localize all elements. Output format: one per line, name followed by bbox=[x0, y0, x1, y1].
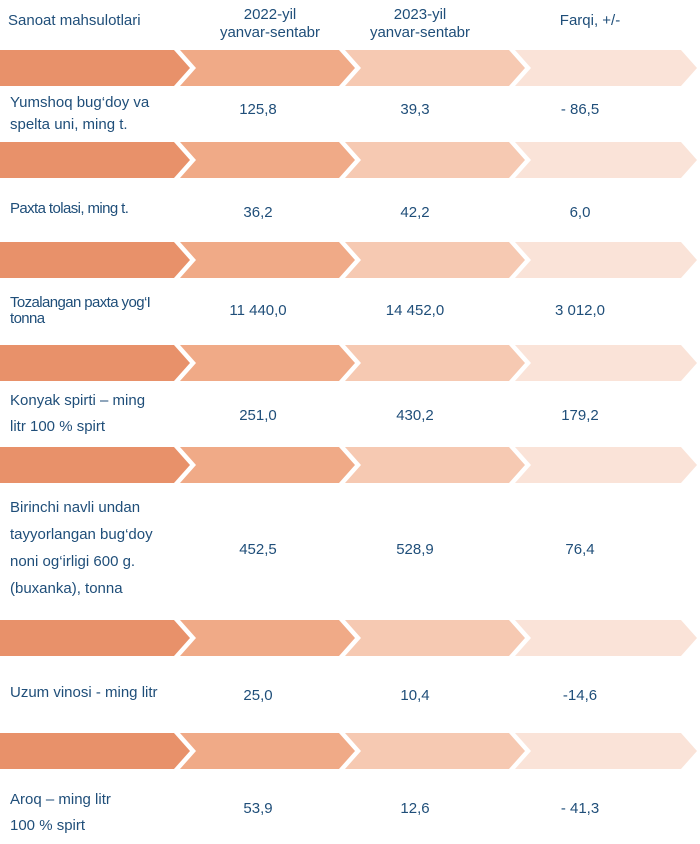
chevron-segment-1 bbox=[0, 447, 190, 483]
chevron-segment-2 bbox=[180, 242, 355, 278]
arrow-band-svg bbox=[0, 50, 700, 86]
chevron-segment-1 bbox=[0, 50, 190, 86]
arrow-band-svg bbox=[0, 620, 700, 656]
chevron-segment-2 bbox=[180, 50, 355, 86]
value-2023: 14 452,0 bbox=[385, 302, 445, 319]
row-label-line: Yumshoq bug‘doy va bbox=[10, 94, 150, 111]
row-label bbox=[10, 494, 153, 602]
value-2023: 10,4 bbox=[400, 687, 430, 704]
header-2022 bbox=[190, 6, 350, 42]
chevron-segment-4 bbox=[515, 345, 697, 381]
chevron-segment-4 bbox=[515, 733, 697, 769]
value-diff: - 86,5 bbox=[560, 101, 600, 118]
row-label-line: (buxanka), tonna bbox=[10, 580, 123, 597]
chevron-segment-2 bbox=[180, 142, 355, 178]
row-label-line: Birinchi navli undan bbox=[10, 499, 141, 516]
value-2023: 528,9 bbox=[396, 541, 434, 558]
arrow-band bbox=[0, 142, 700, 178]
row-label bbox=[10, 388, 145, 440]
chevron-segment-4 bbox=[515, 50, 697, 86]
row-label-line: tonna bbox=[10, 310, 45, 327]
chevron-segment-1 bbox=[0, 242, 190, 278]
chevron-segment-3 bbox=[345, 142, 525, 178]
value-2022: 25,0 bbox=[243, 687, 273, 704]
chevron-segment-4 bbox=[515, 447, 697, 483]
chevron-segment-3 bbox=[345, 733, 525, 769]
header-2022-line2: yanvar-sentabr bbox=[219, 24, 321, 41]
header-2022-line1: 2022-yil bbox=[243, 6, 297, 23]
chevron-segment-1 bbox=[0, 142, 190, 178]
value-diff: 76,4 bbox=[565, 541, 595, 558]
value-2023: 430,2 bbox=[396, 407, 434, 424]
value-2022: 125,8 bbox=[239, 101, 277, 118]
header-product: Sanoat mahsulotlari bbox=[8, 12, 141, 29]
chevron-segment-3 bbox=[345, 50, 525, 86]
chevron-segment-2 bbox=[180, 447, 355, 483]
chevron-segment-1 bbox=[0, 620, 190, 656]
arrow-band-svg bbox=[0, 242, 700, 278]
value-diff: - 41,3 bbox=[560, 800, 600, 817]
row-label bbox=[10, 92, 149, 136]
row-label-line: litr 100 % spirt bbox=[10, 418, 106, 435]
row-label-line: Uzum vinosi - ming litr bbox=[10, 684, 158, 701]
chevron-segment-4 bbox=[515, 242, 697, 278]
row-label-line: noni og‘irligi 600 g. bbox=[10, 553, 136, 570]
chevron-segment-3 bbox=[345, 447, 525, 483]
value-diff: -14,6 bbox=[562, 687, 598, 704]
value-2023: 39,3 bbox=[400, 101, 430, 118]
arrow-band bbox=[0, 447, 700, 483]
arrow-band bbox=[0, 345, 700, 381]
chevron-segment-3 bbox=[345, 242, 525, 278]
header-diff: Farqi, +/- bbox=[559, 12, 621, 29]
row-label bbox=[10, 683, 158, 703]
chevron-segment-2 bbox=[180, 620, 355, 656]
chevron-segment-2 bbox=[180, 733, 355, 769]
chevron-segment-4 bbox=[515, 620, 697, 656]
arrow-band-svg bbox=[0, 447, 700, 483]
row-label-line: Tozalangan paxta yog‘I bbox=[10, 294, 151, 311]
row-label-line: tayyorlangan bug‘doy bbox=[10, 526, 153, 543]
row-label-line: 100 % spirt bbox=[10, 817, 86, 834]
header-2023 bbox=[340, 6, 500, 42]
value-2022: 452,5 bbox=[239, 541, 277, 558]
value-diff: 6,0 bbox=[569, 204, 591, 221]
arrow-band bbox=[0, 50, 700, 86]
row-label-line: Aroq – ming litr bbox=[10, 791, 111, 808]
header-2023-line1: 2023-yil bbox=[393, 6, 447, 23]
arrow-band bbox=[0, 242, 700, 278]
value-2023: 12,6 bbox=[400, 800, 430, 817]
arrow-band-svg bbox=[0, 733, 700, 769]
value-2023: 42,2 bbox=[400, 204, 430, 221]
arrow-band-svg bbox=[0, 142, 700, 178]
chevron-segment-1 bbox=[0, 733, 190, 769]
row-label bbox=[10, 199, 128, 219]
chevron-segment-2 bbox=[180, 345, 355, 381]
row-label-line: Paxta tolasi, ming t. bbox=[10, 200, 129, 217]
header-2023-line2: yanvar-sentabr bbox=[369, 24, 471, 41]
arrow-band bbox=[0, 620, 700, 656]
row-label bbox=[10, 295, 150, 327]
chevron-segment-4 bbox=[515, 142, 697, 178]
chevron-segment-1 bbox=[0, 345, 190, 381]
value-2022: 251,0 bbox=[239, 407, 277, 424]
chevron-segment-3 bbox=[345, 620, 525, 656]
value-diff: 3 012,0 bbox=[554, 302, 606, 319]
row-label-line: spelta uni, ming t. bbox=[10, 116, 128, 133]
value-2022: 53,9 bbox=[243, 800, 273, 817]
row-label bbox=[10, 787, 111, 839]
arrow-band bbox=[0, 733, 700, 769]
value-2022: 36,2 bbox=[243, 204, 273, 221]
value-2022: 11 440,0 bbox=[229, 302, 287, 319]
arrow-band-svg bbox=[0, 345, 700, 381]
chevron-segment-3 bbox=[345, 345, 525, 381]
value-diff: 179,2 bbox=[561, 407, 599, 424]
row-label-line: Konyak spirti – ming bbox=[10, 392, 146, 409]
